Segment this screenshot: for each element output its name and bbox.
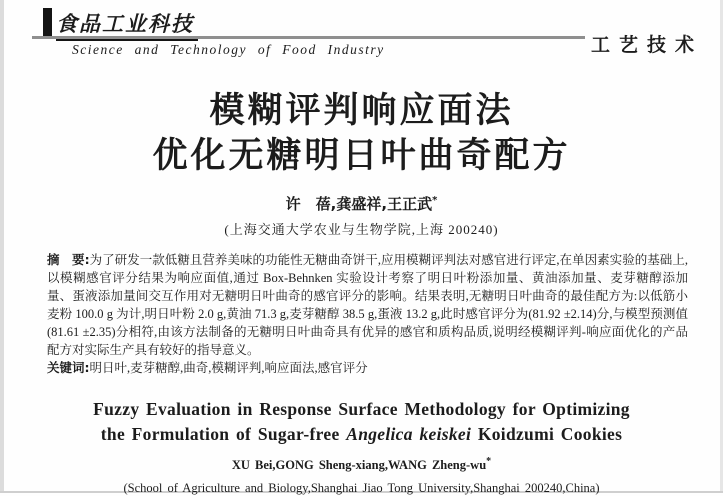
article-title-en xyxy=(0,397,723,447)
title-en-line2-pre: the Formulation of Sugar-free xyxy=(100,424,347,444)
article-title-cn-line2: 优化无糖明日叶曲奇配方 xyxy=(152,136,571,175)
affiliation-cn: (上海交通大学农业与生物学院,上海 200240) xyxy=(224,222,499,237)
english-head-block xyxy=(0,397,723,496)
article-title-cn-line1: 模糊评判响应面法 xyxy=(209,91,514,130)
authors-cn xyxy=(0,193,723,214)
authors-en-names: XU Bei,GONG Sheng-xiang,WANG Zheng-wu xyxy=(231,458,487,473)
keywords-line xyxy=(47,359,688,377)
journal-name-en: Science and Technology of Food Industry xyxy=(72,42,385,57)
title-en-species-italic: Angelica keiskei xyxy=(346,424,472,444)
authors-en xyxy=(0,456,723,473)
keywords-label: 关键词: xyxy=(47,360,90,375)
abstract-block xyxy=(47,251,688,377)
authors-cn-names: 许 蓓,龚盛祥,王正武 xyxy=(285,195,433,213)
abstract-text: 为了研发一款低糖且营养美味的功能性无糖曲奇饼干,应用模糊评判法对感官进行评定,在单因素实验的基础上,以模糊感官评分结果为响应面值,通过 Box-Behnken 实验设计考察了明日叶粉添加量、黄油添加量、麦芽糖醇添加量、蛋液添加量间交互作用对无糖明日叶曲奇的感官评分的影响。结果表明,无糖明日叶曲奇的最佳配方为:以低筋小麦粉 100.0 g 为计,明日叶粉 2.0 g,黄油 71.3 g,麦芽糖醇 38.5 g,蛋液 13.2 g,此时感官评分为(81.92 ±2.14)分,与模型预测值(81.61 ±2.35)分相符,由该方法制备的无糖明日叶曲奇具有优异的感官和质构品质,说明经模糊评判-响应面优化的产品配方对实际生产具有较好的指导意义。 xyxy=(47,253,688,357)
abstract-label: 摘 要: xyxy=(47,252,90,267)
chinese-head-block xyxy=(0,88,723,238)
article-title-en-line1: Fuzzy Evaluation in Response Surface Methodology for Optimizing xyxy=(93,399,630,419)
journal-logo-cn: 食品工业科技 xyxy=(56,8,198,41)
affiliation-en: (School of Agriculture and Biology,Shanghai Jiao Tong University,Shanghai 200240,China) xyxy=(123,481,600,496)
title-en-line2-post: Koidzumi Cookies xyxy=(471,424,623,444)
article-title-en-line2 xyxy=(0,422,723,447)
abstract-paragraph xyxy=(47,251,688,359)
section-label: 工艺技术 xyxy=(591,34,704,56)
header-rule xyxy=(32,36,585,39)
article-title-cn xyxy=(0,88,723,178)
corresponding-author-mark-en: * xyxy=(486,456,492,467)
keywords-text: 明日叶,麦芽糖醇,曲奇,模糊评判,响应面法,感官评分 xyxy=(89,361,368,375)
corresponding-author-mark: * xyxy=(432,195,438,206)
masthead-black-bar xyxy=(43,8,52,39)
